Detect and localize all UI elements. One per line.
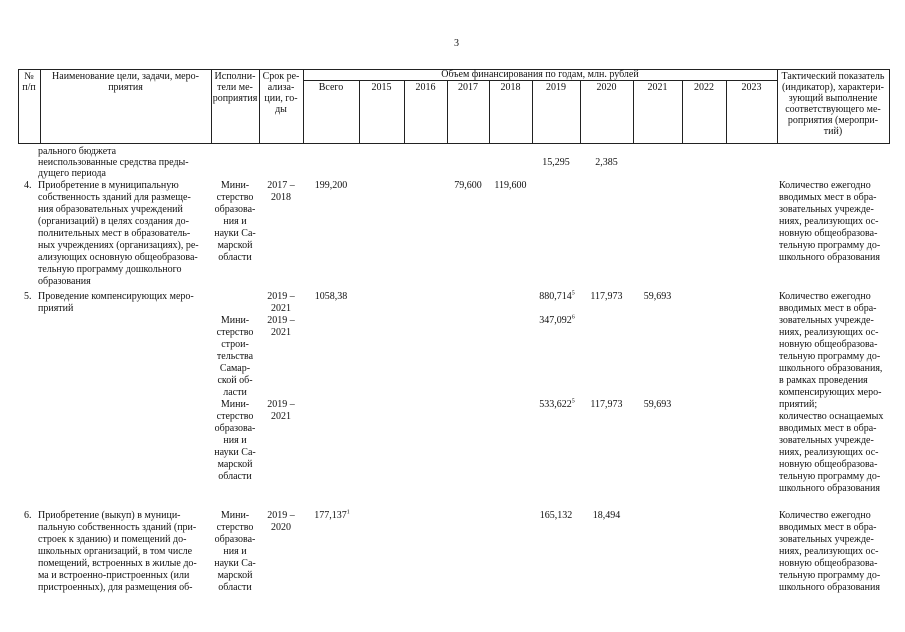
row6-term-1: 2019 – (267, 510, 295, 521)
cont-2020: 2,385 (595, 157, 618, 168)
row5-sub1-executor-7: ласти (223, 387, 247, 398)
row6-total-value: 177,137 (314, 510, 347, 521)
header-year-2015: 2015 (371, 82, 392, 93)
row4-executor-4: ния и (223, 216, 247, 227)
header-indicator-3: зующий выполнение (788, 93, 878, 104)
row4-name-7: ализующих основную общеобразова- (38, 252, 198, 263)
row4-executor-5: науки Са- (214, 228, 256, 239)
row4-executor-2: стерство (216, 192, 254, 203)
row5-num: 5. (24, 291, 32, 302)
row4-indicator-1: Количество ежегодно (779, 180, 871, 191)
row5-indicator-17: школьного образования (779, 483, 880, 494)
row5-indicator-4: ниях, реализующих ос- (779, 327, 879, 338)
header-year-2021: 2021 (647, 82, 668, 93)
row6-total (303, 510, 361, 522)
row4-name-4: (организаций) в целях создания до- (38, 216, 189, 227)
row5-indicator-12: вводимых мест в обра- (779, 423, 877, 434)
header-indicator-6: тий) (823, 126, 843, 137)
header-year-2020: 2020 (596, 82, 617, 93)
row5-sub1-2019 (532, 315, 582, 327)
row5-indicator-14: ниях, реализующих ос- (779, 447, 879, 458)
row4-name-5: полнительных мест в образователь- (38, 228, 191, 239)
row5-indicator-7: школьного образования, (779, 363, 883, 374)
row4-name-1: Приобретение в муниципальную (38, 180, 179, 191)
row6-executor-2: стерство (216, 522, 254, 533)
header-name-2: приятия (108, 82, 143, 93)
row5-sub2-term-1: 2019 – (267, 399, 295, 410)
row4-name-6: ных учреждениях (организациях), ре- (38, 240, 199, 251)
cont-name-1: рального бюджета (38, 146, 117, 157)
row6-num: 6. (24, 510, 32, 521)
row5-sub1-term-2: 2021 (271, 327, 291, 338)
header-name-1: Наименование цели, задачи, меро- (52, 71, 199, 82)
row6-executor-7: области (218, 582, 252, 593)
row5-indicator-8: в рамках проведения (779, 375, 868, 386)
row5-sub2-2019-value: 533,622 (539, 399, 572, 410)
row5-indicator-3: зовательных учрежде- (779, 315, 874, 326)
row5-term-2: 2021 (271, 303, 291, 314)
row5-sub1-executor-3: строи- (221, 339, 249, 350)
header-indicator-2: (индикатор), характери- (782, 82, 884, 93)
row5-sub1-executor-2: стерство (216, 327, 254, 338)
cont-2019: 15,295 (542, 157, 570, 168)
row6-indicator-7: школьного образования (779, 582, 880, 593)
row5-indicator-11: количество оснащаемых (779, 411, 884, 422)
header-num-2: п/п (22, 82, 36, 93)
header-num-1: № (24, 71, 34, 82)
row5-sub2-2019-footnote: 5 (571, 398, 575, 405)
row6-2019: 165,132 (539, 510, 573, 521)
row5-2019 (532, 291, 582, 303)
row6-indicator-1: Количество ежегодно (779, 510, 871, 521)
row5-sub2-executor-1: Мини- (220, 399, 250, 410)
row5-indicator-15: новную общеобразова- (779, 459, 878, 470)
row5-sub1-2019-value: 347,092 (539, 315, 572, 326)
row6-name-4: школьных организаций, в том числе (38, 546, 193, 557)
row5-sub2-executor-2: стерство (216, 411, 254, 422)
row5-indicator-10: приятий; (779, 399, 818, 410)
row5-sub1-term-1: 2019 – (267, 315, 295, 326)
header-term-3: ции, го- (264, 93, 298, 104)
header-funding-title: Объем финансирования по годам, млн. рублей (441, 69, 639, 80)
row5-2020: 117,973 (590, 291, 623, 302)
row5-sub1-2019-footnote: 6 (571, 314, 575, 321)
header-year-2016: 2016 (415, 82, 436, 93)
row5-name-1: Проведение компенсирующих меро- (38, 291, 194, 302)
row5-sub1-executor-1: Мини- (220, 315, 250, 326)
cont-name-2: неиспользованные средства преды- (38, 157, 189, 168)
row5-sub2-executor-3: образова- (214, 423, 256, 434)
row5-total: 1058,38 (314, 291, 348, 302)
row6-name-6: ма и встроенно-пристроенных (или (38, 570, 190, 581)
header-year-2017: 2017 (458, 82, 478, 93)
row4-2018: 119,600 (494, 180, 527, 191)
row5-sub2-term-2: 2021 (271, 411, 291, 422)
row4-2017: 79,600 (454, 180, 482, 191)
col-line (889, 69, 890, 144)
row5-sub2-executor-7: области (218, 471, 252, 482)
header-term-4: ды (275, 104, 287, 115)
row4-total: 199,200 (314, 180, 348, 191)
row4-executor-7: области (218, 252, 252, 263)
row4-term-2: 2018 (271, 192, 291, 203)
row5-indicator-9: компенсирующих меро- (779, 387, 882, 398)
row4-term-1: 2017 – (267, 180, 295, 191)
row4-indicator-5: новную общеобразова- (779, 228, 878, 239)
row6-indicator-2: вводимых мест в обра- (779, 522, 877, 533)
row5-sub2-2019 (532, 399, 582, 411)
cont-name-3: дущего периода (38, 168, 106, 179)
header-total: Всего (318, 82, 344, 93)
row5-name-2: приятий (38, 303, 74, 314)
header-executor-1: Исполни- (214, 71, 256, 82)
row5-sub2-executor-4: ния и (223, 435, 247, 446)
row5-indicator-2: вводимых мест в обра- (779, 303, 877, 314)
row4-indicator-7: школьного образования (779, 252, 880, 263)
header-executor-2: тели ме- (217, 82, 253, 93)
row4-name-3: ния образовательных учреждений (38, 204, 183, 215)
row4-indicator-2: вводимых мест в обра- (779, 192, 877, 203)
row4-indicator-4: ниях, реализующих ос- (779, 216, 879, 227)
row6-executor-6: марской (217, 570, 253, 581)
row6-indicator-5: новную общеобразова- (779, 558, 878, 569)
row6-indicator-3: зовательных учрежде- (779, 534, 874, 545)
header-term-2: ализа- (267, 82, 295, 93)
header-indicator-1: Тактический показатель (781, 71, 885, 82)
row5-2021: 59,693 (643, 291, 672, 302)
row6-name-5: помещений, встроенных в жилые до- (38, 558, 197, 569)
row6-term-2: 2020 (271, 522, 291, 533)
row5-sub2-2020: 117,973 (590, 399, 623, 410)
row4-name-9: образования (38, 276, 91, 287)
row5-sub1-executor-6: ской об- (217, 375, 253, 386)
header-term-1: Срок ре- (262, 71, 300, 82)
row6-total-footnote: 1 (346, 509, 350, 516)
header-executor-3: роприятия (212, 93, 258, 104)
header-year-2019: 2019 (546, 82, 566, 93)
row6-name-7: пристроенных), для размещения об- (38, 582, 193, 593)
row5-sub2-2021: 59,693 (643, 399, 672, 410)
row4-executor-3: образова- (214, 204, 256, 215)
row5-sub2-executor-6: марской (217, 459, 253, 470)
row5-indicator-1: Количество ежегодно (779, 291, 871, 302)
row4-indicator-3: зовательных учрежде- (779, 204, 874, 215)
row5-sub1-executor-4: тельства (216, 351, 254, 362)
row5-indicator-5: новную общеобразова- (779, 339, 878, 350)
row4-executor-6: марской (217, 240, 253, 251)
row5-sub1-executor-5: Самар- (219, 363, 251, 374)
row6-name-1: Приобретение (выкуп) в муници- (38, 510, 181, 521)
row5-2019-value: 880,714 (539, 291, 572, 302)
row6-executor-1: Мини- (220, 510, 250, 521)
row5-2019-footnote: 5 (571, 290, 575, 297)
row4-name-8: тельную программу дошкольного (38, 264, 182, 275)
row5-sub2-executor-5: науки Са- (214, 447, 256, 458)
header-indicator-4: соответствующего ме- (785, 104, 881, 115)
page-number: 3 (454, 38, 459, 49)
header-year-2022: 2022 (694, 82, 714, 93)
row6-indicator-4: ниях, реализующих ос- (779, 546, 879, 557)
row4-indicator-6: тельную программу до- (779, 240, 881, 251)
row4-name-2: собственность зданий для размеще- (38, 192, 191, 203)
header-year-2023: 2023 (741, 82, 762, 93)
header-bottom-border (18, 143, 889, 144)
row6-executor-5: науки Са- (214, 558, 256, 569)
row6-name-2: пальную собственность зданий (при- (38, 522, 197, 533)
row5-indicator-13: зовательных учрежде- (779, 435, 874, 446)
header-year-2018: 2018 (500, 82, 521, 93)
row6-name-3: строек к зданию) и помещений до- (38, 534, 187, 545)
header-indicator-5: роприятия (меропри- (787, 115, 879, 126)
row6-executor-4: ния и (223, 546, 247, 557)
row6-2020: 18,494 (592, 510, 621, 521)
row5-indicator-16: тельную программу до- (779, 471, 881, 482)
row4-num: 4. (24, 180, 32, 191)
row5-indicator-6: тельную программу до- (779, 351, 881, 362)
row4-executor-1: Мини- (220, 180, 250, 191)
row6-executor-3: образова- (214, 534, 256, 545)
row6-indicator-6: тельную программу до- (779, 570, 881, 581)
row5-term-1: 2019 – (267, 291, 295, 302)
